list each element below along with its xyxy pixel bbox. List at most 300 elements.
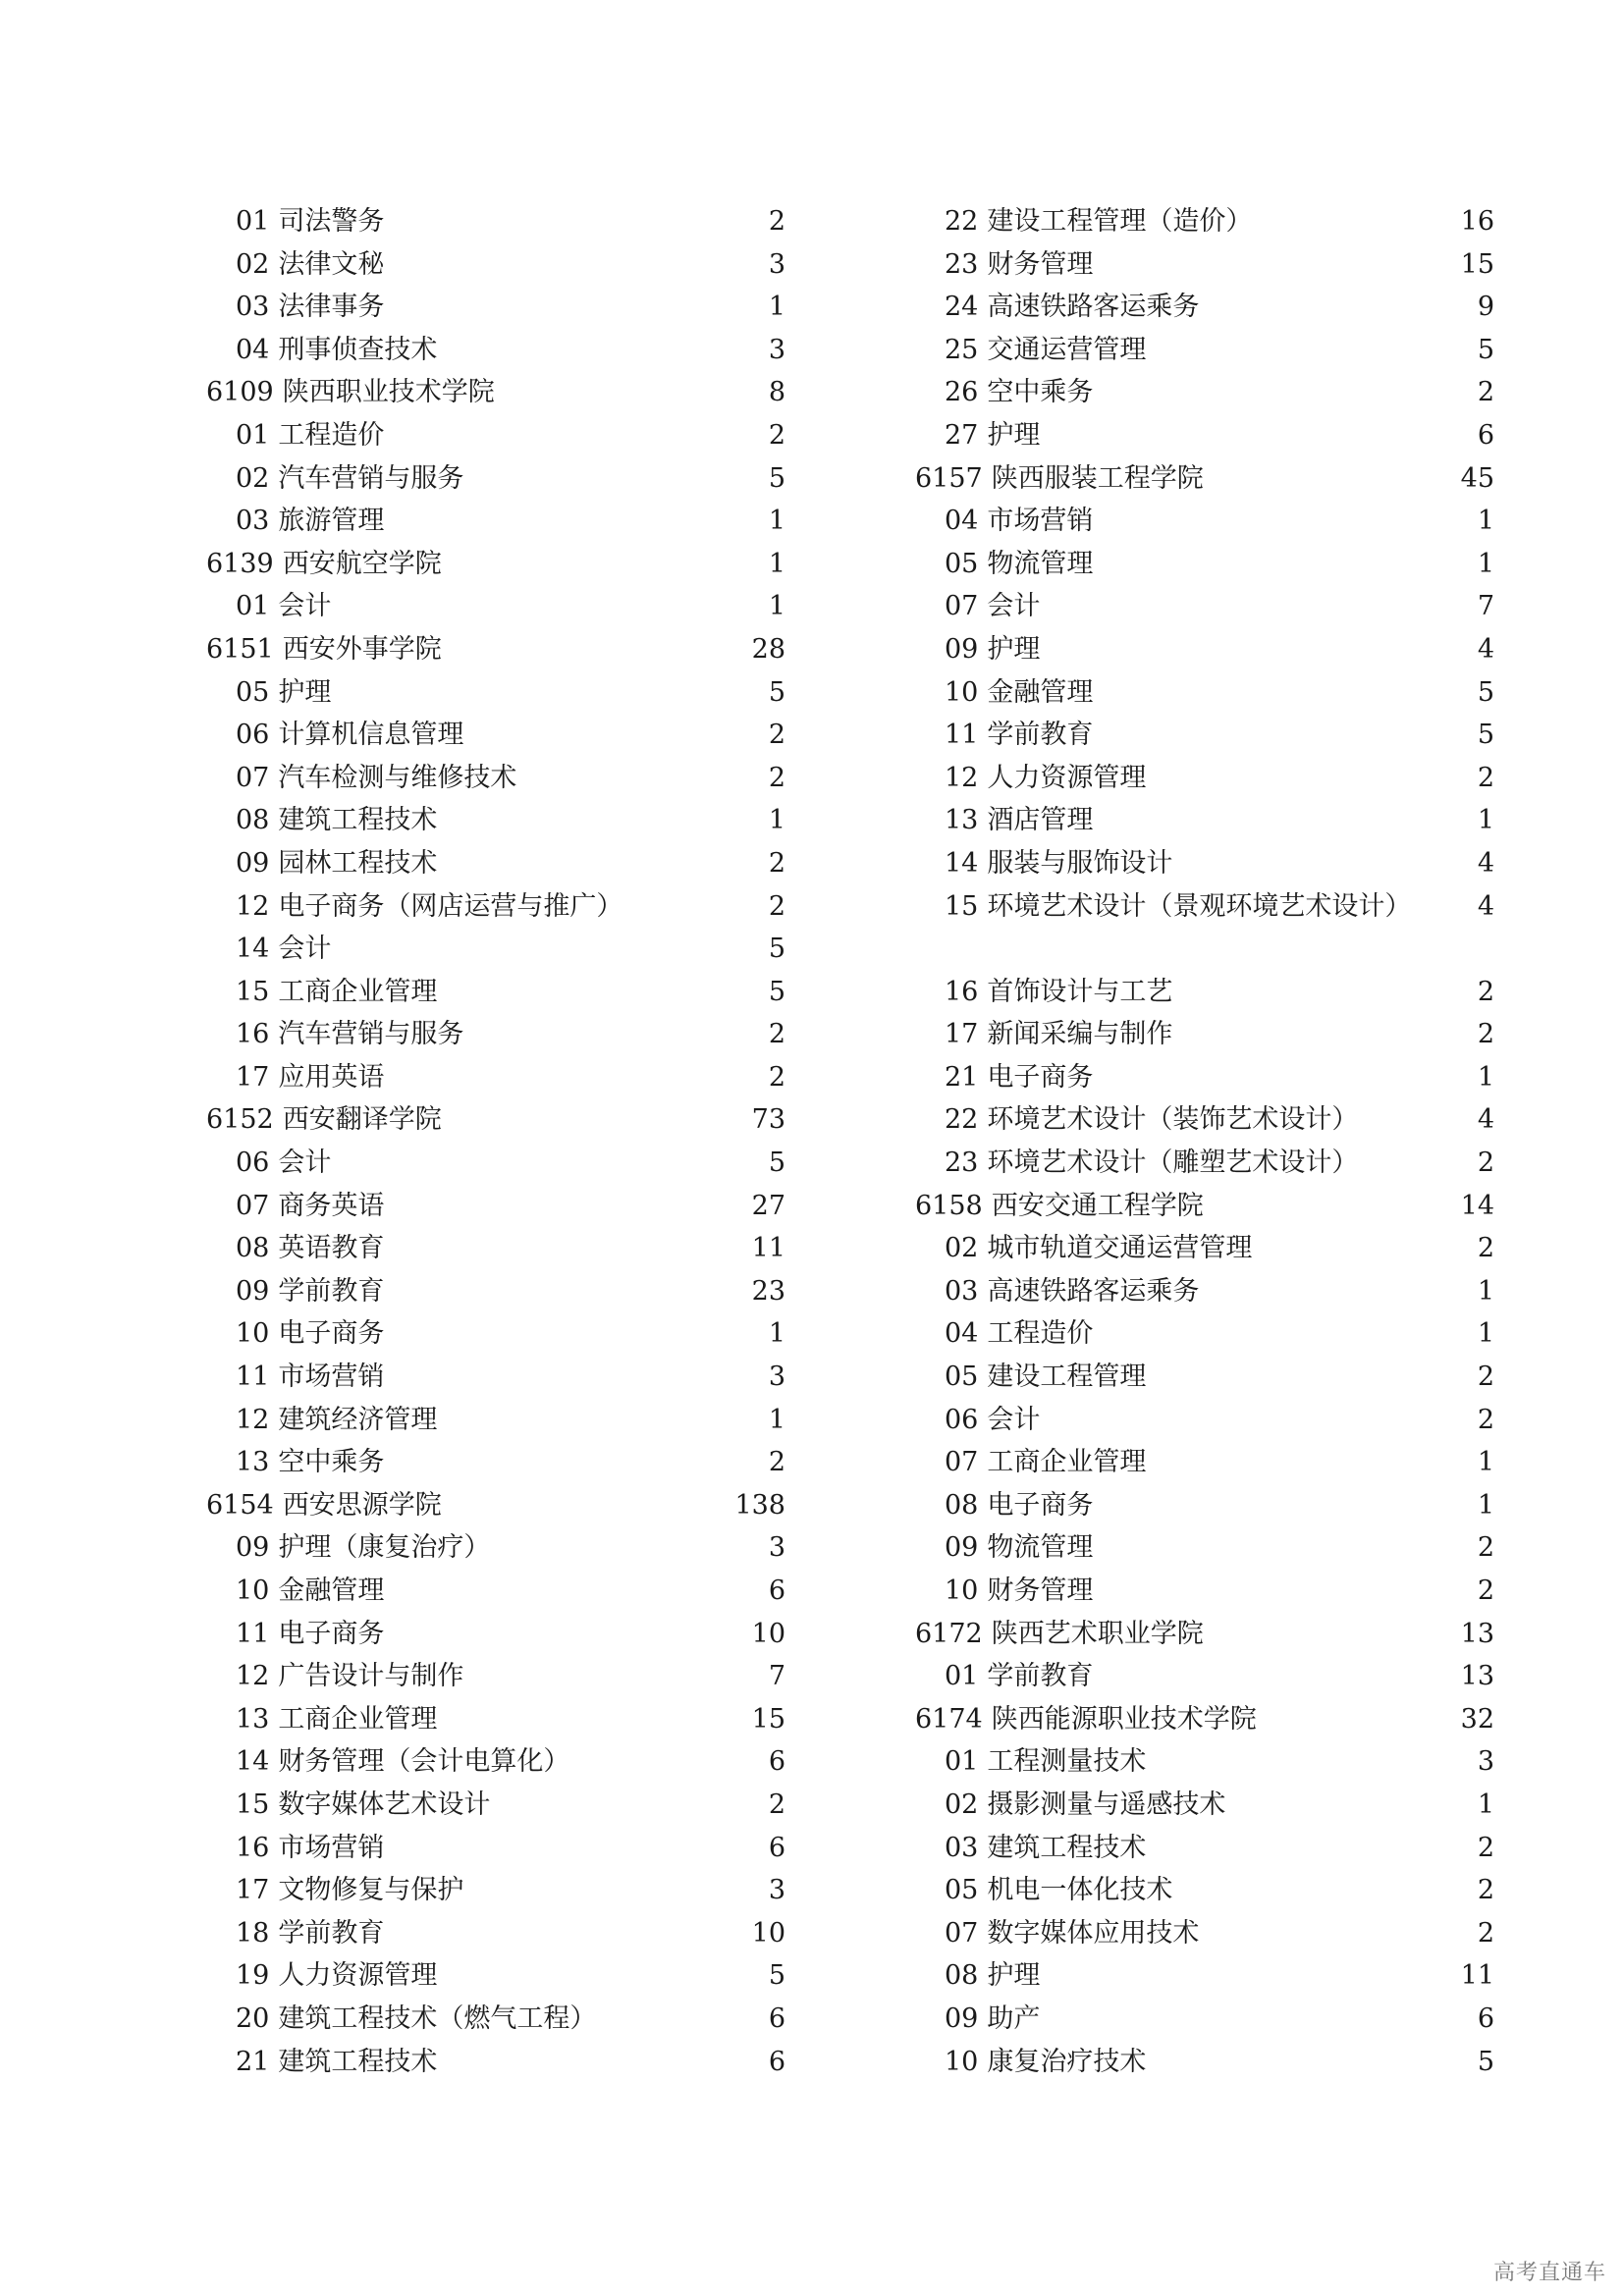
major-code: 14 — [236, 934, 270, 965]
enrollment-count: 5 — [1477, 720, 1494, 751]
major-row — [206, 1441, 785, 1484]
enrollment-count: 2 — [768, 847, 785, 879]
major-code: 05 — [945, 1875, 979, 1906]
enrollment-count: 4 — [1477, 1104, 1494, 1136]
enrollment-count: 1 — [768, 1404, 785, 1435]
major-code: 15 — [236, 1789, 270, 1820]
enrollment-count: 23 — [751, 1275, 785, 1307]
institution-name: 西安翻译学院 — [282, 1104, 442, 1136]
major-code: 11 — [945, 720, 979, 751]
enrollment-count: 1 — [768, 548, 785, 579]
enrollment-count: 28 — [751, 633, 785, 665]
institution-name: 陕西艺术职业学院 — [991, 1618, 1204, 1649]
major-code: 16 — [236, 1832, 270, 1863]
major-name: 数字媒体艺术设计 — [278, 1789, 491, 1820]
major-code: 06 — [236, 1148, 270, 1179]
enrollment-count: 2 — [1477, 762, 1494, 793]
major-name: 法律文秘 — [278, 248, 385, 280]
major-code: 14 — [236, 1746, 270, 1778]
major-name: 物流管理 — [987, 1532, 1094, 1564]
major-row — [206, 885, 785, 929]
enrollment-count: 3 — [768, 1532, 785, 1564]
major-row — [206, 1570, 785, 1613]
major-name: 市场营销 — [278, 1362, 385, 1393]
major-code: 21 — [236, 2046, 270, 2077]
major-code: 06 — [236, 720, 270, 751]
major-row — [915, 1484, 1494, 1527]
major-row — [915, 371, 1494, 414]
enrollment-count: 5 — [1477, 334, 1494, 365]
institution-row — [206, 371, 785, 414]
major-row — [915, 1954, 1494, 1998]
enrollment-count: 15 — [1460, 248, 1494, 280]
major-name: 护理 — [987, 1960, 1041, 1992]
major-name: 建筑工程技术 — [987, 1832, 1147, 1863]
institution-row — [206, 628, 785, 671]
major-name: 环境艺术设计（雕塑艺术设计） — [987, 1148, 1359, 1179]
major-row — [206, 842, 785, 885]
enrollment-count: 2 — [1477, 1532, 1494, 1564]
major-row — [206, 457, 785, 501]
institution-name: 陕西能源职业技术学院 — [991, 1703, 1257, 1735]
major-code: 14 — [945, 847, 979, 879]
major-name: 工程造价 — [278, 419, 385, 451]
enrollment-count: 1 — [1477, 1789, 1494, 1820]
enrollment-count: 6 — [1477, 2002, 1494, 2034]
right-column — [915, 200, 1494, 2083]
institution-code: 6152 — [206, 1104, 274, 1136]
enrollment-count: 27 — [751, 1190, 785, 1221]
enrollment-count: 10 — [751, 1618, 785, 1649]
institution-name: 西安思源学院 — [282, 1489, 442, 1521]
major-name: 物流管理 — [987, 548, 1094, 579]
major-code: 23 — [945, 248, 979, 280]
institution-code: 6109 — [206, 377, 274, 408]
major-row — [915, 329, 1494, 372]
major-row — [915, 1526, 1494, 1570]
major-name: 汽车营销与服务 — [278, 462, 464, 494]
enrollment-count: 6 — [768, 1832, 785, 1863]
major-row — [206, 1613, 785, 1656]
major-row — [206, 928, 785, 971]
major-row — [915, 671, 1494, 715]
major-name: 机电一体化技术 — [987, 1875, 1173, 1906]
major-name: 新闻采编与制作 — [987, 1019, 1173, 1050]
major-name: 金融管理 — [987, 676, 1094, 708]
major-name: 人力资源管理 — [987, 762, 1147, 793]
institution-name: 西安交通工程学院 — [991, 1190, 1204, 1221]
major-code: 03 — [236, 506, 270, 537]
major-code: 01 — [236, 591, 270, 622]
institution-name: 西安航空学院 — [282, 548, 442, 579]
enrollment-count: 1 — [1477, 506, 1494, 537]
enrollment-count: 45 — [1460, 462, 1494, 494]
major-name: 应用英语 — [278, 1061, 385, 1093]
major-row — [206, 585, 785, 628]
major-name: 文物修复与保护 — [278, 1875, 464, 1906]
major-name: 建筑工程技术（燃气工程） — [278, 2002, 597, 2034]
major-name: 电子商务（网店运营与推广） — [278, 890, 623, 922]
institution-name: 西安外事学院 — [282, 633, 442, 665]
major-name: 电子商务 — [278, 1318, 385, 1350]
institution-name: 陕西服装工程学院 — [991, 462, 1204, 494]
major-row — [915, 885, 1494, 971]
major-code: 16 — [945, 976, 979, 1007]
major-name: 空中乘务 — [987, 377, 1094, 408]
major-row — [206, 1185, 785, 1228]
enrollment-count: 7 — [1477, 591, 1494, 622]
major-code: 17 — [236, 1061, 270, 1093]
enrollment-count: 1 — [1477, 1275, 1494, 1307]
major-row — [206, 757, 785, 800]
enrollment-count: 6 — [1477, 419, 1494, 451]
major-name: 广告设计与制作 — [278, 1661, 464, 1692]
major-name: 旅游管理 — [278, 506, 385, 537]
major-name: 市场营销 — [278, 1832, 385, 1863]
major-row — [206, 1013, 785, 1056]
major-name: 建筑工程技术 — [278, 805, 438, 836]
major-row — [915, 1142, 1494, 1185]
major-code: 17 — [945, 1019, 979, 1050]
enrollment-count: 1 — [1477, 548, 1494, 579]
major-row — [915, 1869, 1494, 1912]
major-name: 法律事务 — [278, 292, 385, 323]
major-row — [915, 1356, 1494, 1399]
major-row — [915, 500, 1494, 543]
major-code: 05 — [945, 548, 979, 579]
enrollment-count: 1 — [768, 1318, 785, 1350]
major-row — [206, 1784, 785, 1827]
major-row — [915, 1655, 1494, 1698]
institution-code: 6151 — [206, 633, 274, 665]
major-name: 电子商务 — [987, 1061, 1094, 1093]
major-row — [206, 1056, 785, 1099]
major-code: 20 — [236, 2002, 270, 2034]
enrollment-count: 2 — [768, 206, 785, 237]
enrollment-count: 2 — [768, 419, 785, 451]
major-code: 13 — [236, 1447, 270, 1478]
major-name: 康复治疗技术 — [987, 2046, 1147, 2077]
institution-name: 陕西职业技术学院 — [282, 377, 495, 408]
enrollment-count: 1 — [1477, 1318, 1494, 1350]
major-code: 01 — [236, 419, 270, 451]
major-row — [915, 1784, 1494, 1827]
major-row — [206, 1827, 785, 1870]
major-row — [206, 286, 785, 329]
major-code: 13 — [236, 1703, 270, 1735]
enrollment-count: 1 — [1477, 805, 1494, 836]
enrollment-count: 2 — [768, 1789, 785, 1820]
major-code: 12 — [236, 890, 270, 922]
major-row — [206, 1142, 785, 1185]
major-name: 护理（康复治疗） — [278, 1532, 491, 1564]
major-code: 17 — [236, 1875, 270, 1906]
major-row — [915, 799, 1494, 842]
major-code: 03 — [945, 1275, 979, 1307]
major-row — [206, 329, 785, 372]
enrollment-count: 2 — [768, 890, 785, 922]
major-code: 02 — [236, 462, 270, 494]
institution-row — [915, 1698, 1494, 1741]
enrollment-count: 138 — [734, 1489, 785, 1521]
enrollment-count: 8 — [768, 377, 785, 408]
enrollment-count: 2 — [1477, 976, 1494, 1007]
major-row — [206, 1869, 785, 1912]
major-code: 16 — [236, 1019, 270, 1050]
major-row — [915, 1740, 1494, 1784]
major-code: 26 — [945, 377, 979, 408]
enrollment-count: 6 — [768, 1746, 785, 1778]
major-code: 22 — [945, 1104, 979, 1136]
major-name: 建设工程管理（造价） — [987, 206, 1253, 237]
major-code: 09 — [945, 2002, 979, 2034]
enrollment-count: 2 — [768, 1019, 785, 1050]
major-row — [206, 1912, 785, 1955]
major-name: 金融管理 — [278, 1575, 385, 1606]
major-code: 18 — [236, 1917, 270, 1949]
major-row — [206, 1356, 785, 1399]
enrollment-count: 32 — [1460, 1703, 1494, 1735]
major-row — [206, 1526, 785, 1570]
enrollment-count: 2 — [1477, 1875, 1494, 1906]
enrollment-count: 73 — [751, 1104, 785, 1136]
major-name: 学前教育 — [278, 1275, 385, 1307]
enrollment-count: 5 — [1477, 2046, 1494, 2077]
enrollment-count: 6 — [768, 2002, 785, 2034]
major-row — [206, 1998, 785, 2041]
enrollment-count: 7 — [768, 1661, 785, 1692]
major-row — [206, 414, 785, 457]
major-row — [206, 1270, 785, 1313]
major-row — [206, 971, 785, 1014]
enrollment-count: 1 — [1477, 1489, 1494, 1521]
major-code: 11 — [236, 1362, 270, 1393]
major-name: 高速铁路客运乘务 — [987, 1275, 1200, 1307]
major-code: 13 — [945, 805, 979, 836]
major-name: 人力资源管理 — [278, 1960, 438, 1992]
major-row — [206, 1698, 785, 1741]
enrollment-count: 2 — [1477, 1362, 1494, 1393]
major-name: 计算机信息管理 — [278, 720, 464, 751]
major-code: 10 — [945, 1575, 979, 1606]
enrollment-count: 4 — [1477, 847, 1494, 879]
major-code: 12 — [945, 762, 979, 793]
major-row — [915, 1227, 1494, 1270]
institution-code: 6174 — [915, 1703, 983, 1735]
major-name: 商务英语 — [278, 1190, 385, 1221]
major-row — [206, 1954, 785, 1998]
major-name: 会计 — [278, 934, 332, 965]
enrollment-count: 2 — [1477, 377, 1494, 408]
major-row — [915, 1570, 1494, 1613]
major-code: 03 — [236, 292, 270, 323]
enrollment-count: 5 — [768, 934, 785, 965]
enrollment-count: 3 — [768, 1362, 785, 1393]
major-row — [915, 585, 1494, 628]
major-name: 刑事侦查技术 — [278, 334, 438, 365]
major-name: 建筑工程技术 — [278, 2046, 438, 2077]
major-name: 服装与服饰设计 — [987, 847, 1173, 879]
major-code: 01 — [945, 1661, 979, 1692]
major-row — [206, 2041, 785, 2084]
institution-code: 6139 — [206, 548, 274, 579]
enrollment-count: 2 — [1477, 1233, 1494, 1264]
major-code: 24 — [945, 292, 979, 323]
major-code: 10 — [945, 676, 979, 708]
major-name: 城市轨道交通运营管理 — [987, 1233, 1253, 1264]
major-row — [915, 1013, 1494, 1056]
major-row — [206, 500, 785, 543]
major-name: 工商企业管理 — [987, 1447, 1147, 1478]
major-name: 司法警务 — [278, 206, 385, 237]
major-row — [915, 200, 1494, 243]
major-code: 10 — [236, 1318, 270, 1350]
major-code: 10 — [945, 2046, 979, 2077]
major-name: 数字媒体应用技术 — [987, 1917, 1200, 1949]
major-name: 酒店管理 — [987, 805, 1094, 836]
enrollment-count: 5 — [768, 676, 785, 708]
major-code: 08 — [236, 805, 270, 836]
enrollment-count: 5 — [768, 462, 785, 494]
enrollment-count: 4 — [1477, 633, 1494, 665]
major-name: 建设工程管理 — [987, 1362, 1147, 1393]
major-code: 23 — [945, 1148, 979, 1179]
major-row — [206, 1312, 785, 1356]
major-row — [915, 1312, 1494, 1356]
major-name: 财务管理 — [987, 248, 1094, 280]
institution-code: 6154 — [206, 1489, 274, 1521]
major-code: 02 — [945, 1233, 979, 1264]
major-code: 07 — [236, 762, 270, 793]
enrollment-count: 2 — [768, 1447, 785, 1478]
enrollment-count: 1 — [768, 805, 785, 836]
major-row — [915, 971, 1494, 1014]
major-row — [206, 671, 785, 715]
major-code: 01 — [236, 206, 270, 237]
enrollment-count: 5 — [1477, 676, 1494, 708]
institution-row — [915, 457, 1494, 501]
major-name: 工商企业管理 — [278, 976, 438, 1007]
major-code: 22 — [945, 206, 979, 237]
institution-code: 6157 — [915, 462, 983, 494]
enrollment-count: 4 — [1477, 890, 1494, 922]
major-code: 19 — [236, 1960, 270, 1992]
enrollment-count: 2 — [1477, 1832, 1494, 1863]
major-code: 04 — [945, 1318, 979, 1350]
enrollment-count: 2 — [1477, 1404, 1494, 1435]
major-code: 25 — [945, 334, 979, 365]
enrollment-count: 16 — [1460, 206, 1494, 237]
major-name: 助产 — [987, 2002, 1041, 2034]
major-name: 工商企业管理 — [278, 1703, 438, 1735]
major-code: 08 — [945, 1960, 979, 1992]
major-name: 护理 — [987, 633, 1041, 665]
institution-code: 6172 — [915, 1618, 983, 1649]
major-name: 学前教育 — [278, 1917, 385, 1949]
enrollment-count: 5 — [768, 976, 785, 1007]
enrollment-count: 1 — [768, 292, 785, 323]
major-row — [206, 1399, 785, 1442]
major-row — [206, 200, 785, 243]
major-code: 07 — [945, 591, 979, 622]
major-row — [206, 1655, 785, 1698]
major-row — [206, 799, 785, 842]
enrollment-count: 3 — [768, 248, 785, 280]
major-code: 27 — [945, 419, 979, 451]
major-code: 12 — [236, 1404, 270, 1435]
major-name: 交通运营管理 — [987, 334, 1147, 365]
major-name: 护理 — [987, 419, 1041, 451]
left-column — [206, 200, 785, 2083]
major-name: 摄影测量与遥感技术 — [987, 1789, 1226, 1820]
enrollment-count: 11 — [751, 1233, 785, 1264]
major-row — [915, 414, 1494, 457]
enrollment-count: 13 — [1460, 1661, 1494, 1692]
major-row — [915, 1098, 1494, 1142]
major-code: 10 — [236, 1575, 270, 1606]
institution-row — [915, 1613, 1494, 1656]
major-code: 15 — [945, 890, 979, 922]
major-name: 学前教育 — [987, 1661, 1094, 1692]
major-name: 汽车营销与服务 — [278, 1019, 464, 1050]
major-code: 12 — [236, 1661, 270, 1692]
major-code: 02 — [236, 248, 270, 280]
major-row — [915, 1827, 1494, 1870]
major-code: 04 — [945, 506, 979, 537]
enrollment-count: 2 — [1477, 1575, 1494, 1606]
major-name: 会计 — [278, 591, 332, 622]
major-name: 会计 — [278, 1148, 332, 1179]
major-code: 01 — [945, 1746, 979, 1778]
major-row — [915, 243, 1494, 287]
major-code: 11 — [236, 1618, 270, 1649]
major-name: 学前教育 — [987, 720, 1094, 751]
watermark-text: 高考直通车 — [1492, 2261, 1606, 2285]
major-name: 会计 — [987, 591, 1041, 622]
major-name: 高速铁路客运乘务 — [987, 292, 1200, 323]
major-code: 07 — [945, 1917, 979, 1949]
major-code: 09 — [945, 1532, 979, 1564]
major-name: 财务管理 — [987, 1575, 1094, 1606]
enrollment-count: 6 — [768, 1575, 785, 1606]
major-code: 02 — [945, 1789, 979, 1820]
major-code: 09 — [236, 1532, 270, 1564]
major-row — [915, 1998, 1494, 2041]
enrollment-count: 10 — [751, 1917, 785, 1949]
major-name: 电子商务 — [278, 1618, 385, 1649]
major-name: 电子商务 — [987, 1489, 1094, 1521]
enrollment-count: 2 — [1477, 1019, 1494, 1050]
major-name: 建筑经济管理 — [278, 1404, 438, 1435]
major-name: 环境艺术设计（景观环境艺术设计） — [987, 890, 1412, 922]
enrollment-count: 3 — [1477, 1746, 1494, 1778]
major-code: 03 — [945, 1832, 979, 1863]
major-name: 市场营销 — [987, 506, 1094, 537]
institution-row — [206, 1484, 785, 1527]
major-name: 工程测量技术 — [987, 1746, 1147, 1778]
major-name: 会计 — [987, 1404, 1041, 1435]
major-row — [915, 543, 1494, 586]
enrollment-count: 5 — [768, 1148, 785, 1179]
major-row — [915, 286, 1494, 329]
major-code: 07 — [236, 1190, 270, 1221]
major-row — [206, 1227, 785, 1270]
major-row — [915, 757, 1494, 800]
major-name: 护理 — [278, 676, 332, 708]
major-code: 05 — [945, 1362, 979, 1393]
enrollment-count: 3 — [768, 334, 785, 365]
enrollment-count: 2 — [768, 762, 785, 793]
